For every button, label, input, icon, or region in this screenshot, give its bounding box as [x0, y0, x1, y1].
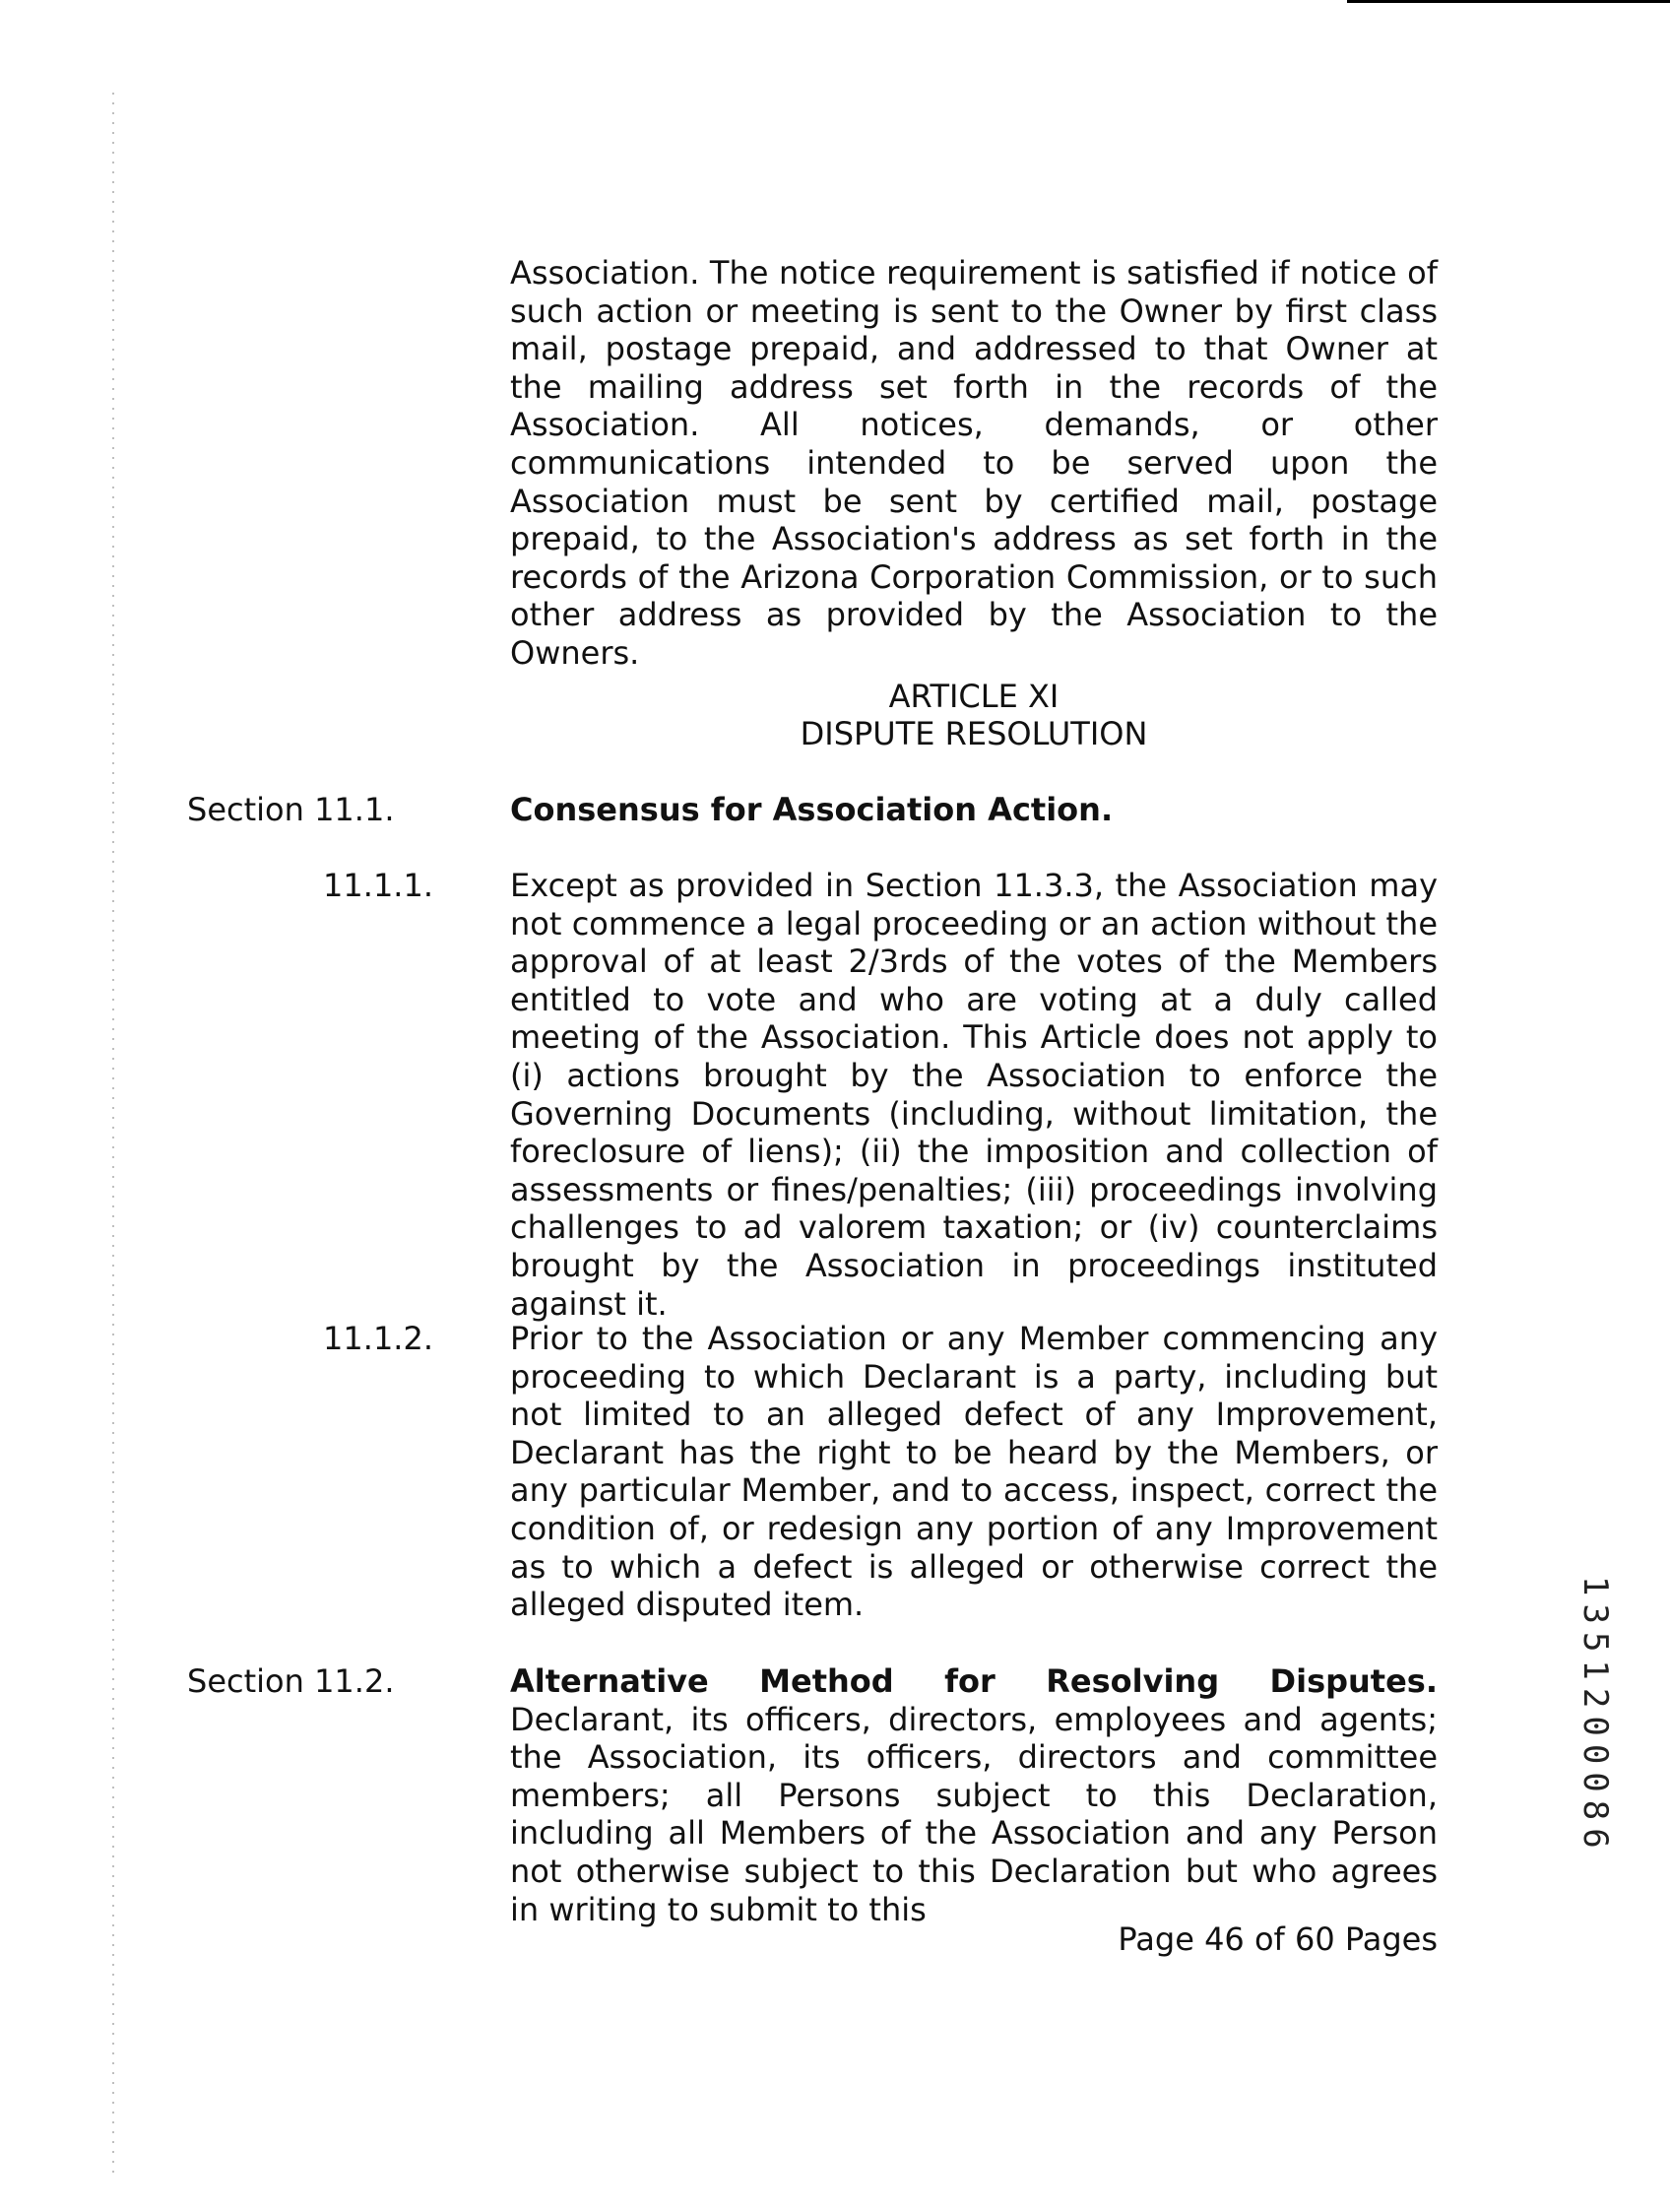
section-11-2-label: Section 11.2.: [187, 1662, 395, 1700]
page-number-footer: Page 46 of 60 Pages: [1118, 1920, 1438, 1958]
sub-11-1-2-label: 11.1.2.: [323, 1320, 433, 1357]
section-11-1-title: Consensus for Association Action.: [510, 791, 1114, 828]
section-11-1-label: Section 11.1.: [187, 791, 395, 828]
sub-11-1-2-text: Prior to the Association or any Member commencing any proceeding to which Declarant is a party, including but not limited to an alleged defect of any Improvement, Declarant has the right to be heard by the Members, or any particular Member, and to access, inspect, correct the condition of, or redesign any portion of any Improvement as to which a defect is alleged or otherwise correct the alleged disputed item.: [510, 1320, 1438, 1624]
section-11-2-title: Alternative Method for Resolving Disputes.: [510, 1662, 1438, 1700]
intro-paragraph: Association. The notice requirement is satisfied if notice of such action or meeting is sent to the Owner by first class mail, postage prepaid, and addressed to that Owner at the mailing address set forth in the records of the Association. All notices, demands, or other communications intended to be served upon the Association must be sent by certified mail, postage prepaid, to the Association's address as set forth in the records of the Arizona Corporation Commission, or to such other address as provided by the Association to the Owners.: [510, 254, 1438, 672]
recording-number-stamp: 1351200086: [1575, 1576, 1615, 1856]
top-border-line: [0, 0, 1670, 3]
scan-margin-dots: [112, 89, 114, 2177]
article-title: DISPUTE RESOLUTION: [800, 715, 1148, 752]
section-11-2-text: Declarant, its officers, directors, employees and agents; the Association, its officers, directors and committee members; all Persons subject to this Declaration, including all Members of the Association and any Person not otherwise subject to this Declaration but who agrees in writing to submit to this: [510, 1700, 1438, 1928]
section-11-2-paragraph: [510, 1662, 1438, 1928]
sub-11-1-1-label: 11.1.1.: [323, 867, 433, 904]
sub-11-1-1-text: Except as provided in Section 11.3.3, the Association may not commence a legal proceeding or an action without the approval of at least 2/3rds of the votes of the Members entitled to vote and who are voting at a duly called meeting of the Association. This Article does not apply to (i) actions brought by the Association to enforce the Governing Documents (including, without limitation, the foreclosure of liens); (ii) the imposition and collection of assessments or fines/penalties; (iii) proceedings involving challenges to ad valorem taxation; or (iv) counterclaims brought by the Association in proceedings instituted against it.: [510, 867, 1438, 1323]
article-number: ARTICLE XI: [888, 678, 1060, 715]
